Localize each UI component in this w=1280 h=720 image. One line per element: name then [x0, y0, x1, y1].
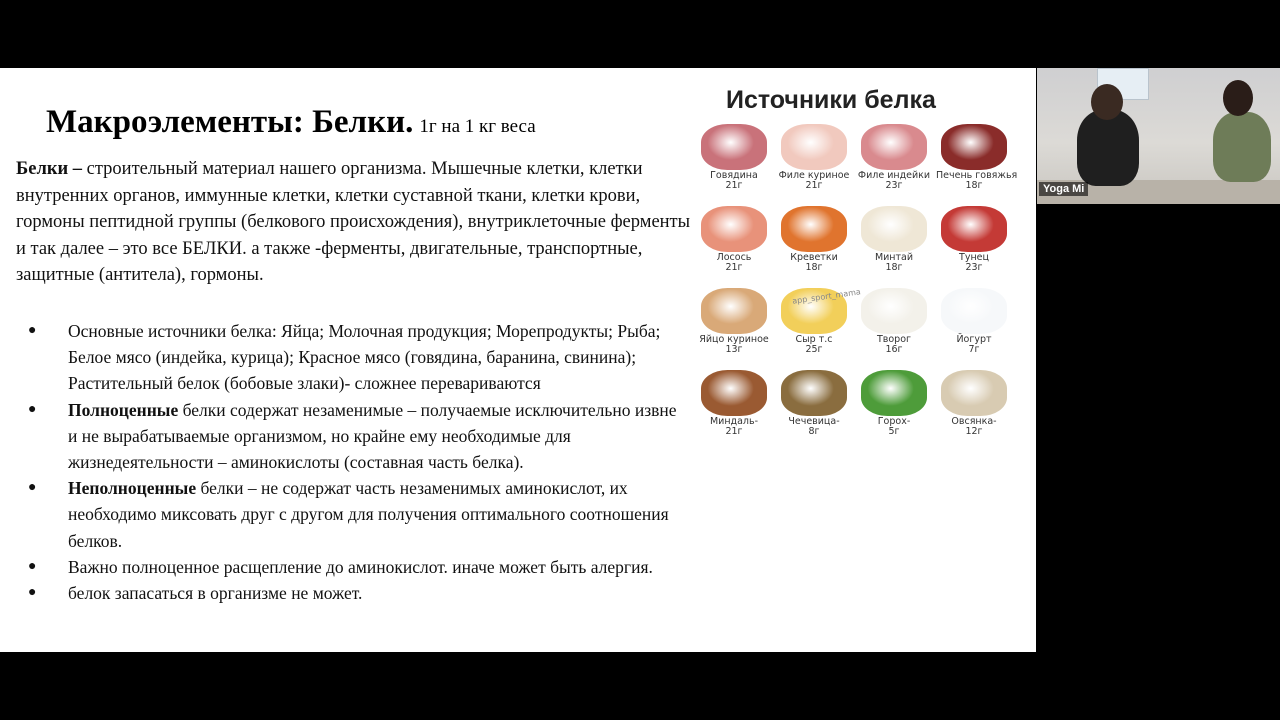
slide-title-main: Макроэлементы: Белки.	[46, 104, 414, 140]
bullet-text: белки содержат незаменимые – получаемые исключительно извне и не вырабатываемые организмом, но крайне ему необходимые для жизнедеятельности – аминокислоты (составная часть белка).	[68, 399, 677, 473]
bullet-bold: Полноценные	[68, 399, 179, 420]
food-protein-value: 23г	[885, 180, 903, 191]
participant-figure	[1213, 112, 1271, 182]
food-label: Яйцо куриное	[699, 334, 769, 345]
food-image	[941, 206, 1007, 252]
bullet-list	[28, 318, 688, 606]
food-label: Печень говяжья	[936, 170, 1018, 181]
food-item	[856, 204, 932, 282]
food-item	[776, 204, 852, 282]
food-protein-value: 18г	[885, 262, 903, 273]
food-item	[696, 286, 772, 364]
food-item	[696, 204, 772, 282]
food-item	[776, 122, 852, 200]
intro-lead: Белки –	[16, 159, 83, 179]
bullet-item	[28, 475, 688, 554]
food-protein-value: 21г	[725, 180, 743, 191]
food-protein-value: 5г	[888, 426, 900, 437]
food-item	[936, 204, 1012, 282]
food-image	[861, 288, 927, 334]
food-label: Миндаль-	[709, 416, 759, 427]
food-protein-value: 16г	[885, 344, 903, 355]
food-item	[936, 122, 1018, 200]
food-image	[861, 124, 927, 170]
food-label: Горох-	[877, 416, 911, 427]
bullet-text: белки – не содержат часть незаменимых аминокислот, их необходимо миксовать друг с другом для получения оптимального соотношения белков.	[68, 478, 669, 551]
food-label: Филе куриное	[778, 170, 850, 181]
participant-figure	[1077, 110, 1139, 186]
food-label: Филе индейки	[857, 170, 931, 181]
food-protein-value: 23г	[965, 262, 983, 273]
slide-title	[46, 104, 536, 141]
bullet-item	[28, 580, 688, 606]
slide-title-note: 1г на 1 кг веса	[419, 116, 536, 137]
food-image	[781, 124, 847, 170]
food-label: Сыр т.с	[795, 334, 833, 345]
food-protein-value: 21г	[725, 262, 743, 273]
food-protein-value: 8г	[808, 426, 820, 437]
food-protein-value: 18г	[805, 262, 823, 273]
food-label: Лосось	[716, 252, 752, 263]
bullet-item	[28, 397, 688, 476]
food-label: Овсянка-	[951, 416, 997, 427]
food-protein-value: 18г	[965, 180, 983, 191]
bullet-dot: ●	[28, 401, 37, 417]
poster-title: Источники белка	[726, 86, 936, 114]
food-image	[701, 370, 767, 416]
food-image	[941, 124, 1007, 170]
food-image	[941, 288, 1007, 334]
food-label: Йогурт	[956, 334, 992, 345]
bullet-text: Основные источники белка: Яйца; Молочная продукция; Морепродукты; Рыба; Белое мясо (индейка, курица); Красное мясо (говядина, баранина, свинина); Растительный белок (бобовые злаки)- сложнее перевариваются	[68, 321, 661, 394]
protein-sources-poster	[692, 82, 1022, 437]
food-image	[861, 206, 927, 252]
food-label: Говядина	[710, 170, 758, 181]
food-protein-value: 21г	[805, 180, 823, 191]
food-image	[781, 206, 847, 252]
bullet-bold: Неполноценные	[68, 478, 197, 499]
food-grid	[696, 122, 1018, 446]
bullet-dot: ●	[28, 585, 37, 601]
food-label: Креветки	[790, 252, 838, 263]
bullet-dot: ●	[28, 558, 37, 574]
food-item	[936, 286, 1012, 364]
food-image	[701, 124, 767, 170]
food-item	[856, 368, 932, 446]
food-label: Чечевица-	[788, 416, 840, 427]
participant-head	[1091, 84, 1123, 120]
food-item	[856, 122, 932, 200]
bullet-dot: ●	[28, 480, 37, 496]
food-label: Творог	[876, 334, 912, 345]
food-protein-value: 25г	[805, 344, 823, 355]
food-image	[781, 370, 847, 416]
food-image	[701, 206, 767, 252]
participant-video-tile[interactable]	[1037, 68, 1280, 204]
food-image	[941, 370, 1007, 416]
bullet-text: белок запасаться в организме не может.	[68, 583, 363, 604]
poster-watermark: app_sport_mama	[791, 287, 862, 306]
food-protein-value: 12г	[965, 426, 983, 437]
bullet-dot: ●	[28, 323, 37, 338]
food-protein-value: 13г	[725, 344, 743, 355]
bullet-item	[28, 318, 688, 397]
food-label: Минтай	[874, 252, 914, 263]
food-image	[861, 370, 927, 416]
food-item	[696, 368, 772, 446]
food-protein-value: 21г	[725, 426, 743, 437]
intro-text: строительный материал нашего организма. Мышечные клетки, клетки внутренних органов, иммунные клетки, клетки суставной ткани, клетки крови, гормоны пептидной группы (белкового происхождения), внутриклеточные ферменты и так далее – это все БЕЛКИ. а также -ферменты, двигательные, транспортные, защитные (антитела), гормоны.	[16, 159, 691, 285]
participant-name-label: Yoga Mi	[1039, 182, 1088, 196]
food-item	[776, 368, 852, 446]
food-item	[936, 368, 1012, 446]
food-item	[856, 286, 932, 364]
bullet-item	[28, 554, 688, 580]
food-protein-value: 7г	[968, 344, 980, 355]
intro-paragraph	[16, 156, 696, 289]
participant-head	[1223, 80, 1253, 116]
bullet-text: Важно полноценное расщепление до аминокислот. иначе может быть алергия.	[68, 556, 653, 577]
food-label: Тунец	[959, 252, 989, 263]
food-image	[701, 288, 767, 334]
presentation-slide	[0, 68, 1036, 652]
food-item	[696, 122, 772, 200]
